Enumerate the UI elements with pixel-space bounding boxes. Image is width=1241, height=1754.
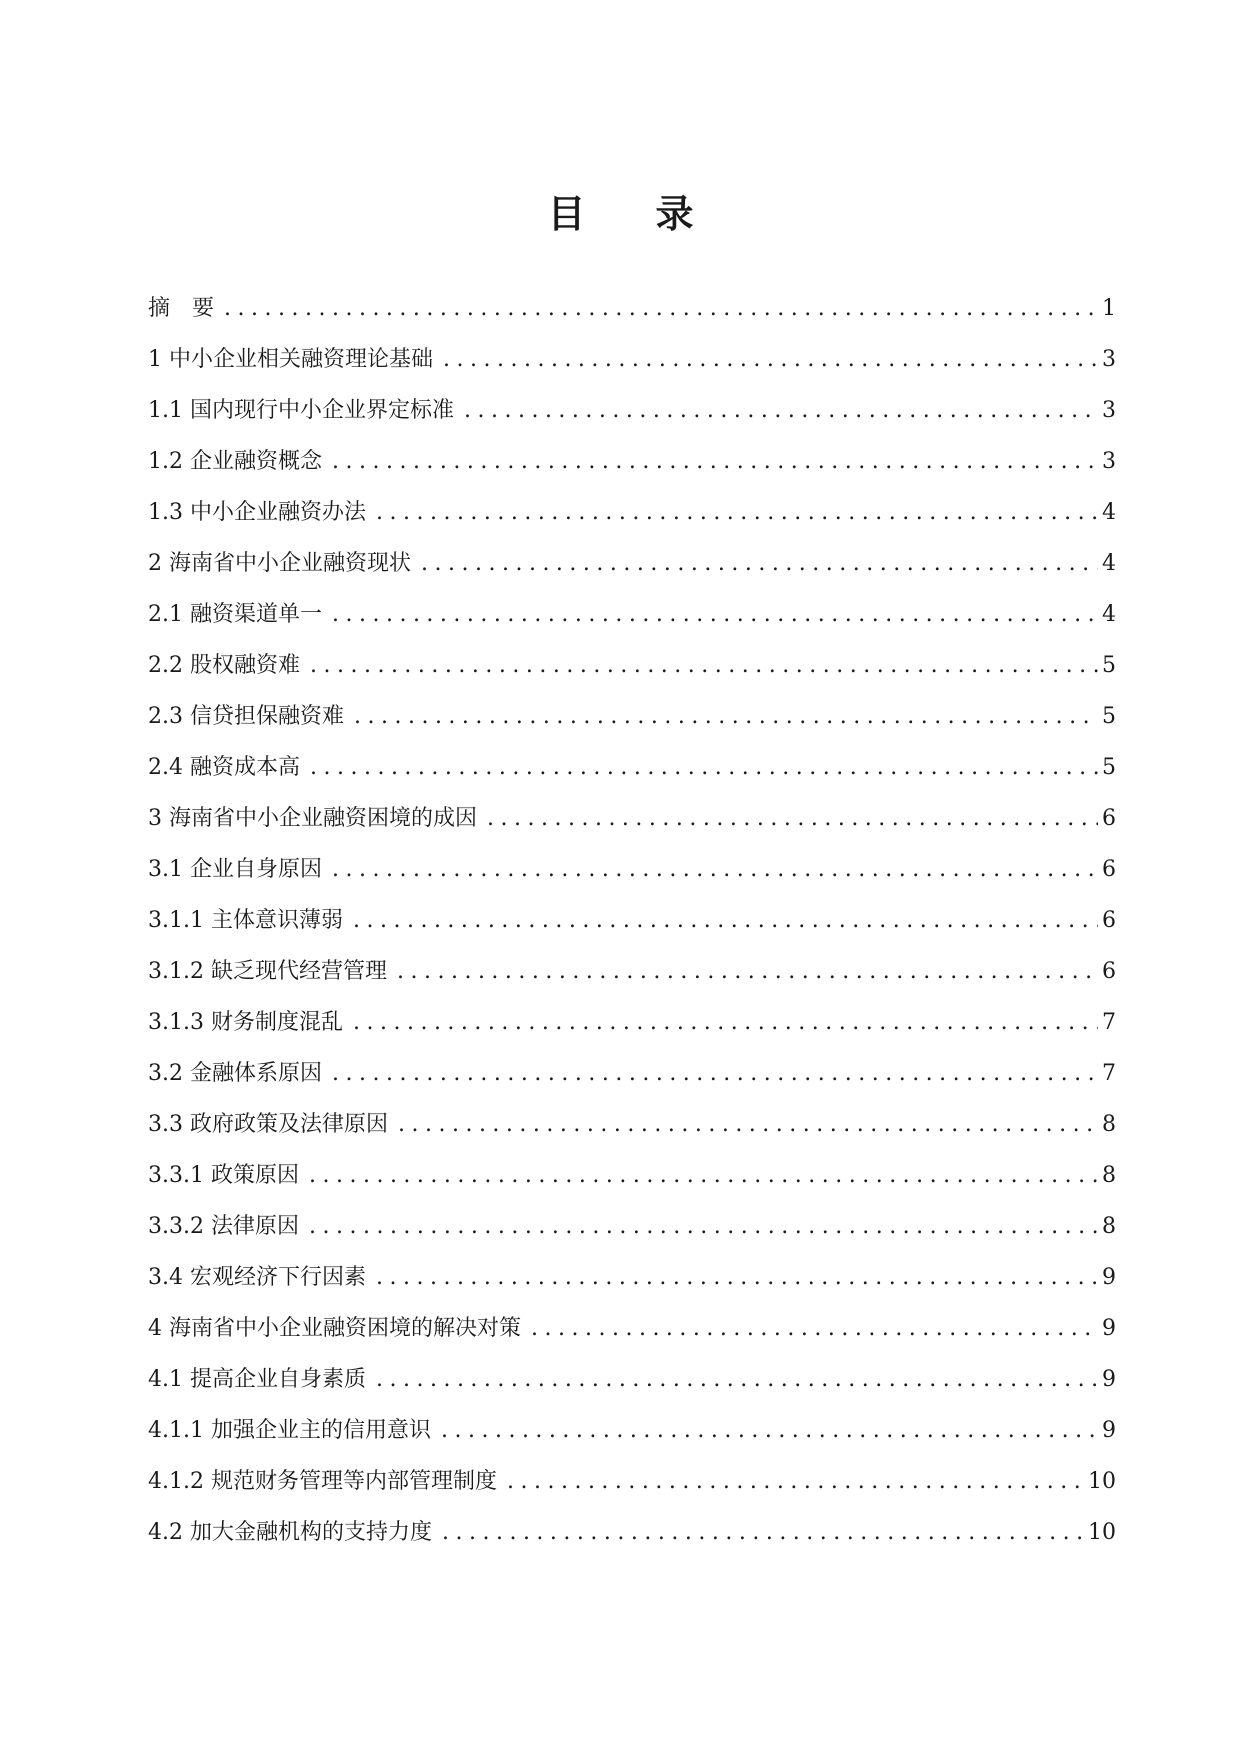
- toc-title-char-2: 录: [655, 191, 694, 236]
- toc-entry-page: 9: [1102, 1418, 1116, 1443]
- toc-entry[interactable]: [148, 1507, 1116, 1558]
- toc-entry[interactable]: [148, 1252, 1116, 1303]
- toc-entry-label: 4.1 提高企业自身素质: [148, 1367, 366, 1392]
- toc-entry[interactable]: [148, 1201, 1116, 1252]
- toc-dot-leader: [531, 1303, 1098, 1354]
- toc-entry-label: 3.3.1 政策原因: [148, 1163, 299, 1188]
- toc-entry[interactable]: [148, 1099, 1116, 1150]
- toc-entry-label: 3.1 企业自身原因: [148, 857, 322, 882]
- toc-entry-page: 7: [1102, 1010, 1116, 1035]
- toc-dot-leader: [310, 742, 1098, 793]
- toc-entry-page: 4: [1102, 500, 1116, 525]
- toc-title-char-1: 目: [547, 191, 586, 236]
- toc-dot-leader: [507, 1456, 1084, 1507]
- toc-entry-page: 3: [1102, 347, 1116, 372]
- toc-entry-label: 1.3 中小企业融资办法: [148, 500, 366, 525]
- toc-dot-leader: [487, 793, 1098, 844]
- toc-entry[interactable]: [148, 997, 1116, 1048]
- toc-dot-leader: [376, 487, 1098, 538]
- toc-dot-leader: [421, 538, 1098, 589]
- toc-dot-leader: [332, 589, 1098, 640]
- toc-dot-leader: [354, 691, 1098, 742]
- toc-entry-page: 6: [1102, 908, 1116, 933]
- toc-entry-label: 4 海南省中小企业融资困境的解决对策: [148, 1316, 521, 1341]
- toc-dot-leader: [353, 997, 1098, 1048]
- toc-entry-page: 3: [1102, 449, 1116, 474]
- toc-dot-leader: [397, 946, 1098, 997]
- toc-entry[interactable]: [148, 589, 1116, 640]
- toc-dot-leader: [310, 640, 1098, 691]
- toc-entry-page: 9: [1102, 1316, 1116, 1341]
- toc-list: [148, 283, 1116, 1558]
- toc-entry[interactable]: [148, 640, 1116, 691]
- toc-entry-label: 3.1.2 缺乏现代经营管理: [148, 959, 387, 984]
- toc-entry-label: 3.1.1 主体意识薄弱: [148, 908, 343, 933]
- toc-entry-label: 2.3 信贷担保融资难: [148, 704, 344, 729]
- toc-entry-label: 3.4 宏观经济下行因素: [148, 1265, 366, 1290]
- toc-entry[interactable]: [148, 1303, 1116, 1354]
- toc-title: [0, 190, 1241, 238]
- toc-dot-leader: [332, 1048, 1098, 1099]
- toc-entry[interactable]: [148, 691, 1116, 742]
- toc-entry-label: 2.4 融资成本高: [148, 755, 300, 780]
- toc-entry[interactable]: [148, 487, 1116, 538]
- toc-entry[interactable]: [148, 1150, 1116, 1201]
- toc-entry-page: 9: [1102, 1367, 1116, 1392]
- toc-entry-label: 3 海南省中小企业融资困境的成因: [148, 806, 477, 831]
- toc-dot-leader: [332, 844, 1098, 895]
- toc-entry-label: 1 中小企业相关融资理论基础: [148, 347, 433, 372]
- toc-entry-label: 1.1 国内现行中小企业界定标准: [148, 398, 454, 423]
- toc-entry-label: 1.2 企业融资概念: [148, 449, 322, 474]
- toc-entry[interactable]: [148, 1048, 1116, 1099]
- toc-dot-leader: [376, 1354, 1098, 1405]
- toc-entry-page: 6: [1102, 959, 1116, 984]
- toc-entry-page: 8: [1102, 1214, 1116, 1239]
- toc-entry[interactable]: [148, 1405, 1116, 1456]
- toc-entry[interactable]: [148, 1456, 1116, 1507]
- toc-entry-page: 5: [1102, 653, 1116, 678]
- toc-dot-leader: [332, 436, 1098, 487]
- toc-entry[interactable]: [148, 895, 1116, 946]
- toc-dot-leader: [442, 1507, 1084, 1558]
- toc-entry-page: 5: [1102, 704, 1116, 729]
- toc-entry-label: 3.3.2 法律原因: [148, 1214, 299, 1239]
- toc-dot-leader: [464, 385, 1098, 436]
- toc-dot-leader: [224, 283, 1098, 334]
- toc-entry-label: 2 海南省中小企业融资现状: [148, 551, 411, 576]
- toc-entry[interactable]: [148, 283, 1116, 334]
- toc-dot-leader: [398, 1099, 1098, 1150]
- toc-entry-page: 3: [1102, 398, 1116, 423]
- toc-dot-leader: [309, 1201, 1098, 1252]
- toc-entry-page: 10: [1088, 1520, 1116, 1545]
- toc-dot-leader: [353, 895, 1098, 946]
- toc-entry-label: 4.2 加大金融机构的支持力度: [148, 1520, 432, 1545]
- toc-entry-page: 6: [1102, 857, 1116, 882]
- toc-entry-page: 9: [1102, 1265, 1116, 1290]
- toc-entry-page: 8: [1102, 1163, 1116, 1188]
- toc-entry[interactable]: [148, 385, 1116, 436]
- toc-dot-leader: [441, 1405, 1098, 1456]
- toc-entry-label: 2.2 股权融资难: [148, 653, 300, 678]
- toc-entry-page: 8: [1102, 1112, 1116, 1137]
- toc-entry-page: 6: [1102, 806, 1116, 831]
- toc-entry[interactable]: [148, 946, 1116, 997]
- toc-entry-page: 4: [1102, 551, 1116, 576]
- toc-entry-page: 5: [1102, 755, 1116, 780]
- toc-entry-label: 3.1.3 财务制度混乱: [148, 1010, 343, 1035]
- toc-entry-page: 7: [1102, 1061, 1116, 1086]
- toc-entry-label: 3.3 政府政策及法律原因: [148, 1112, 388, 1137]
- toc-entry-page: 10: [1088, 1469, 1116, 1494]
- toc-entry[interactable]: [148, 436, 1116, 487]
- toc-entry-label: 4.1.2 规范财务管理等内部管理制度: [148, 1469, 497, 1494]
- toc-entry[interactable]: [148, 1354, 1116, 1405]
- toc-entry-label: 4.1.1 加强企业主的信用意识: [148, 1418, 431, 1443]
- toc-entry-label: 2.1 融资渠道单一: [148, 602, 322, 627]
- toc-entry[interactable]: [148, 538, 1116, 589]
- toc-entry[interactable]: [148, 793, 1116, 844]
- toc-entry-page: 1: [1102, 296, 1116, 321]
- toc-entry[interactable]: [148, 334, 1116, 385]
- toc-entry[interactable]: [148, 742, 1116, 793]
- toc-dot-leader: [376, 1252, 1098, 1303]
- toc-entry-page: 4: [1102, 602, 1116, 627]
- toc-entry[interactable]: [148, 844, 1116, 895]
- toc-entry-label: 3.2 金融体系原因: [148, 1061, 322, 1086]
- toc-dot-leader: [309, 1150, 1098, 1201]
- toc-entry-label: 摘 要: [148, 296, 215, 321]
- toc-dot-leader: [443, 334, 1098, 385]
